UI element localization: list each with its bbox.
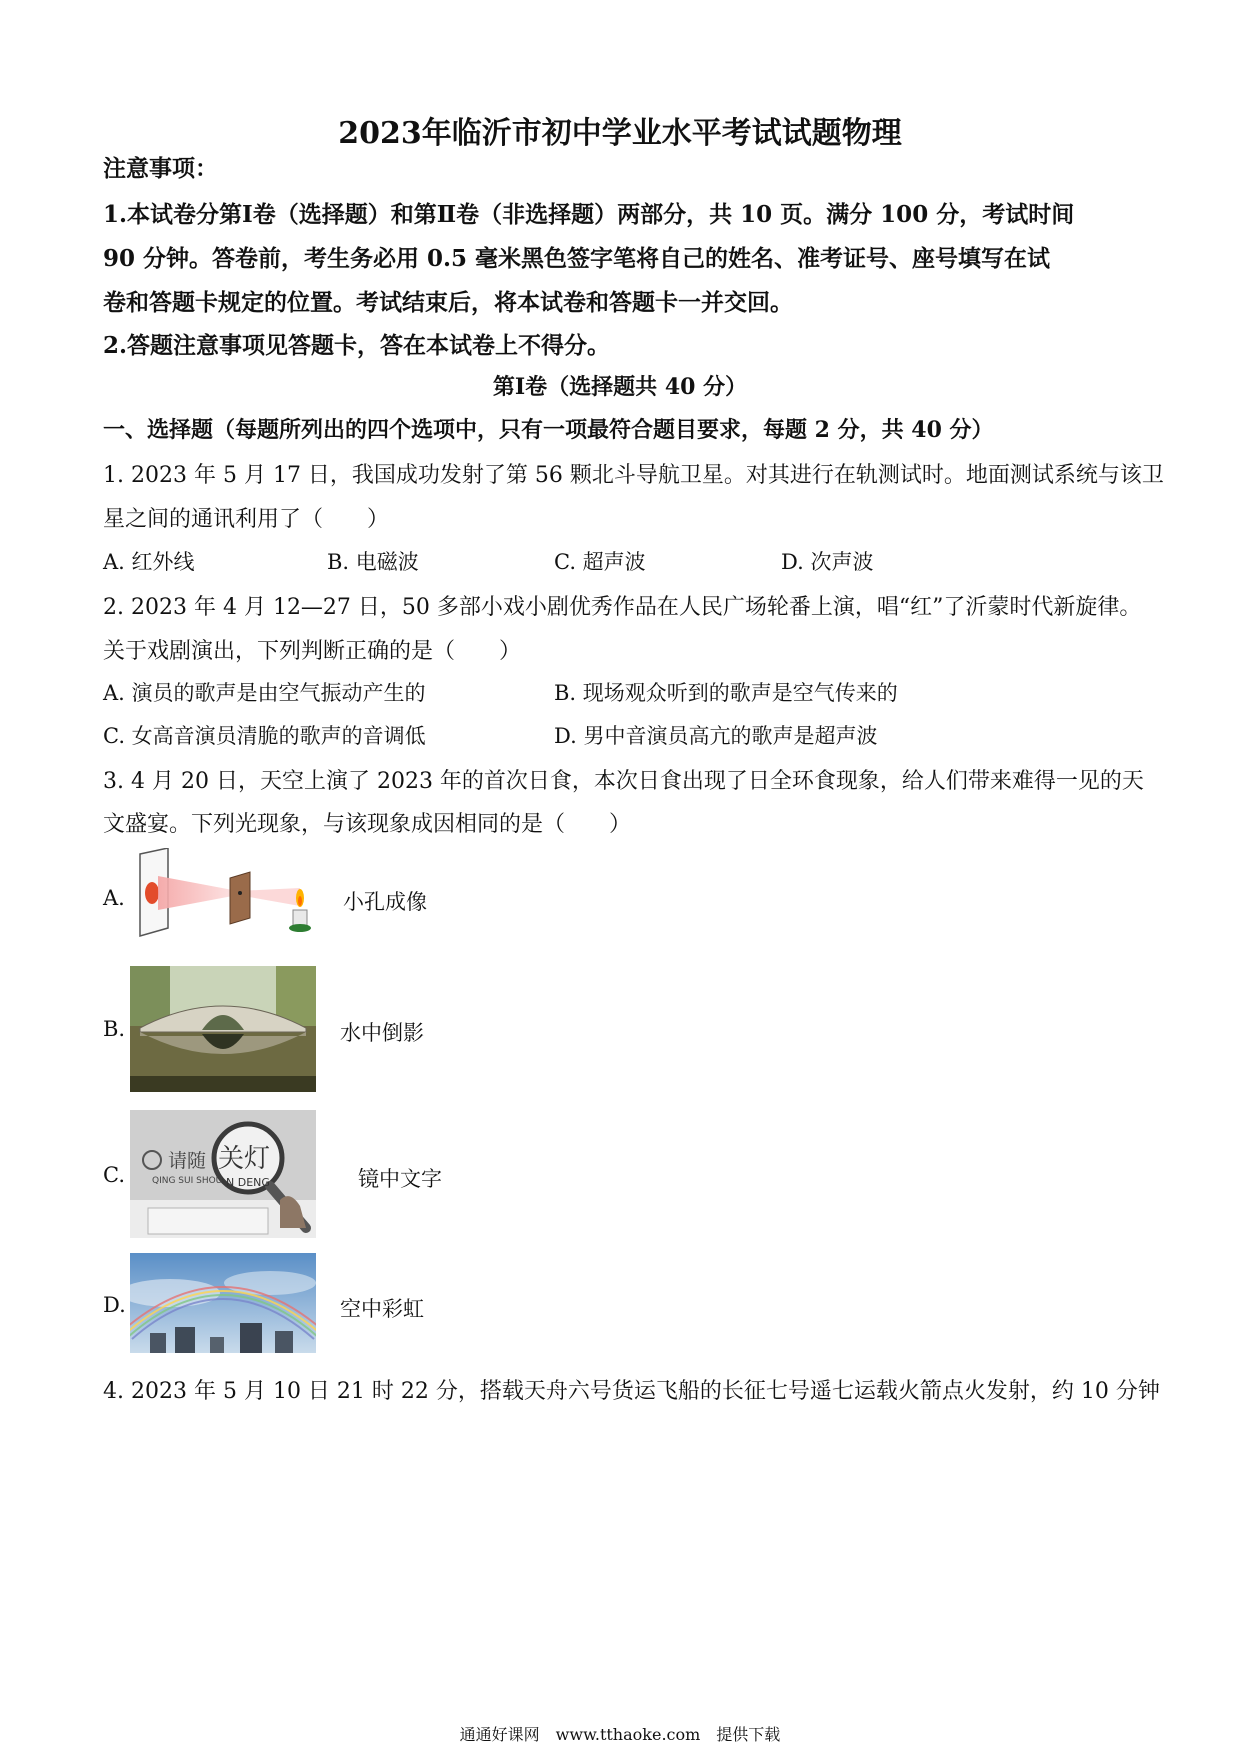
magnified-text: 关灯 bbox=[218, 1144, 271, 1174]
question-3-option-b-letter: B. bbox=[103, 1017, 126, 1041]
sign-text: 请随 bbox=[168, 1150, 207, 1172]
question-1-option-c: C. 超声波 bbox=[554, 550, 646, 574]
question-3-line-2: 文盛宴。下列光现象，与该现象成因相同的是（ ） bbox=[103, 812, 632, 837]
rainbow-photo bbox=[130, 1253, 316, 1353]
question-2-option-b: B. 现场观众听到的歌声是空气传来的 bbox=[554, 681, 898, 705]
question-3-option-a-letter: A. bbox=[103, 886, 125, 910]
question-2-option-c: C. 女高音演员清脆的歌声的音调低 bbox=[103, 724, 426, 748]
question-3-option-d-letter: D. bbox=[103, 1293, 126, 1317]
pinhole-diagram bbox=[130, 848, 320, 938]
notes-line-3: 卷和答题卡规定的位置。考试结束后，将本试卷和答题卡一并交回。 bbox=[103, 289, 793, 316]
question-3-option-c-caption: 镜中文字 bbox=[358, 1167, 442, 1191]
question-2-option-a: A. 演员的歌声是由空气振动产生的 bbox=[103, 681, 426, 705]
question-1-option-d: D. 次声波 bbox=[781, 550, 874, 574]
exam-title: 2023年临沂市初中学业水平考试试题物理 bbox=[338, 116, 902, 151]
question-1-line-2: 星之间的通讯利用了（ ） bbox=[103, 507, 390, 532]
question-2-line-1: 2. 2023 年 4 月 12—27 日，50 多部小戏小剧优秀作品在人民广场轮番上演，唱“红”了沂蒙时代新旋律。 bbox=[103, 595, 1142, 620]
sign-subtext: QING SUI SHOU bbox=[152, 1176, 223, 1186]
question-2-option-d: D. 男中音演员高亢的歌声是超声波 bbox=[554, 724, 878, 748]
notes-line-2: 90 分钟。答卷前，考生务必用 0.5 毫米黑色签字笔将自己的姓名、准考证号、座号填写在试 bbox=[103, 245, 1051, 272]
question-1-option-a: A. 红外线 bbox=[103, 550, 195, 574]
question-3-option-d-caption: 空中彩虹 bbox=[340, 1297, 424, 1321]
part-title: 一、选择题（每题所列出的四个选项中，只有一项最符合题目要求，每题 2 分，共 40 分） bbox=[103, 417, 994, 443]
question-3-option-a-caption: 小孔成像 bbox=[343, 890, 427, 914]
question-4-line-1: 4. 2023 年 5 月 10 日 21 时 22 分，搭载天舟六号货运飞船的长征七号遥七运载火箭点火发射，约 10 分钟 bbox=[103, 1379, 1160, 1404]
notes-heading: 注意事项： bbox=[103, 155, 218, 182]
bridge-reflection-photo bbox=[130, 966, 316, 1092]
page-footer: 通通好课网 www.tthaoke.com 提供下载 bbox=[459, 1725, 781, 1744]
question-1-option-b: B. 电磁波 bbox=[327, 550, 419, 574]
magnified-subtext: N DENG bbox=[226, 1176, 270, 1189]
question-1-line-1: 1. 2023 年 5 月 17 日，我国成功发射了第 56 颗北斗导航卫星。对其进行在轨测试时。地面测试系统与该卫 bbox=[103, 463, 1164, 488]
question-3-option-c-letter: C. bbox=[103, 1163, 125, 1187]
question-2-line-2: 关于戏剧演出，下列判断正确的是（ ） bbox=[103, 639, 522, 664]
question-3-option-b-caption: 水中倒影 bbox=[340, 1021, 424, 1045]
section-title: 第Ⅰ卷（选择题共 40 分） bbox=[492, 374, 748, 400]
question-3-line-1: 3. 4 月 20 日，天空上演了 2023 年的首次日食，本次日食出现了日全环食现象，给人们带来难得一见的天 bbox=[103, 769, 1144, 794]
notes-line-1: 1.本试卷分第Ⅰ卷（选择题）和第Ⅱ卷（非选择题）两部分，共 10 页。满分 100 分，考试时间 bbox=[103, 201, 1075, 228]
magnifier-photo bbox=[130, 1110, 316, 1238]
notes-line-4: 2.答题注意事项见答题卡，答在本试卷上不得分。 bbox=[103, 332, 611, 359]
